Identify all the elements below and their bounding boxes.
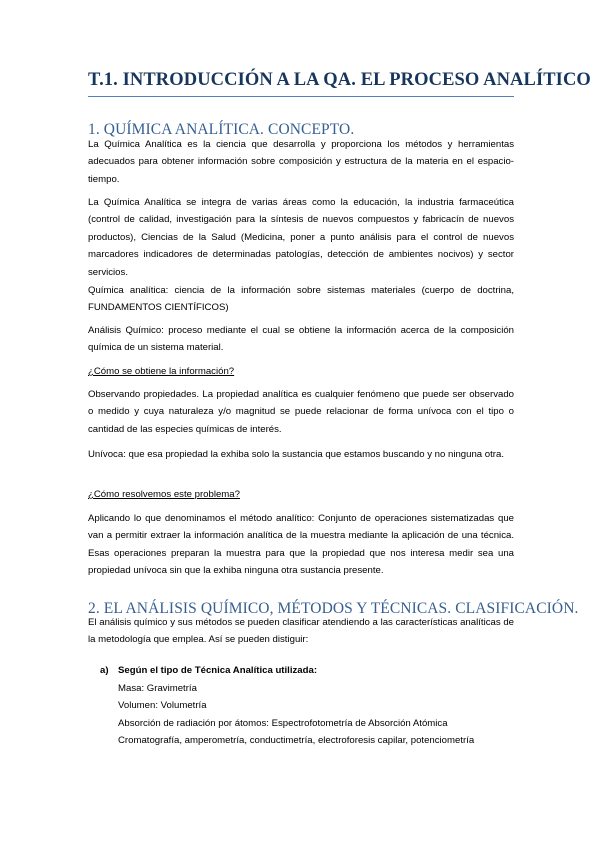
paragraph-definition: La Química Analítica es la ciencia que desarrolla y proporciona los métodos y herramientas adecuados para obtener información sobre composición y estructura de la materia en el espacio-tiempo. xyxy=(88,139,514,185)
list-item: Absorción de radiación por átomos: Espectrofotometría de Absorción Atómica xyxy=(118,717,448,729)
page-title: T.1. INTRODUCCIÓN A LA QA. EL PROCESO ANALÍTICO xyxy=(88,70,591,90)
list-item: Masa: Gravimetría xyxy=(118,682,197,694)
title-underline xyxy=(88,96,514,97)
section-2-heading: 2. EL ANÁLISIS QUÍMICO, MÉTODOS Y TÉCNICAS. CLASIFICACIÓN. xyxy=(88,600,579,617)
paragraph-metodo-analitico: Aplicando lo que denominamos el método analítico: Conjunto de operaciones sistematizadas que van a permitir extraer la información analítica de la muestra mediante la aplicación de una técnica. Esas operaciones preparan la muestra para que la propiedad que nos interesa medir sea una propiedad unívoca sin que la exhiba ninguna otra sustancia presente. xyxy=(88,513,514,577)
list-item: Volumen: Volumetría xyxy=(118,700,207,712)
list-heading: Según el tipo de Técnica Analítica utilizada: xyxy=(118,665,318,676)
list-item: Cromatografía, amperometría, conductimetría, electroforesis capilar, potenciometría xyxy=(118,735,475,747)
paragraph-analisis-quimico: Análisis Químico: proceso mediante el cual se obtiene la información acerca de la composición química de un sistema material. xyxy=(88,325,514,354)
question-how-solve: ¿Cómo resolvemos este problema? xyxy=(88,489,240,500)
paragraph-quimica-analitica: Química analítica: ciencia de la información sobre sistemas materiales (cuerpo de doctrina, FUNDAMENTOS CIENTÍFICOS) xyxy=(88,285,514,314)
paragraph-univoca: Unívoca: que esa propiedad la exhiba solo la sustancia que estamos buscando y no ninguna otra. xyxy=(88,449,505,460)
section-1-heading: 1. QUÍMICA ANALÍTICA. CONCEPTO. xyxy=(88,121,355,138)
paragraph-areas: La Química Analítica se integra de varias áreas como la educación, la industria farmaceútica (control de calidad, investigación para la síntesis de nuevos compuestos y fabricacín de nuevos productos), Ciencias de la Salud (Medicina, poner a punto análisis para el control de nuevos marcadores indicadores de determinadas patologías, detección de ambientes nocivos) y sector servicios. xyxy=(88,197,514,278)
question-how-obtain-info: ¿Cómo se obtiene la información? xyxy=(88,366,235,377)
paragraph-clasificacion-intro: El análisis químico y sus métodos se pueden clasificar atendiendo a las características analíticas de la metodología que emplea. Así se pueden distiguir: xyxy=(88,617,514,646)
paragraph-observando: Observando propiedades. La propiedad analítica es cualquier fenómeno que puede ser observado o medido y cuya naturaleza y/o magnitud se puede relacionar de forma unívoca con el tipo o cantidad de las especies químicas de interés. xyxy=(88,389,514,435)
list-marker: a) xyxy=(100,665,109,676)
